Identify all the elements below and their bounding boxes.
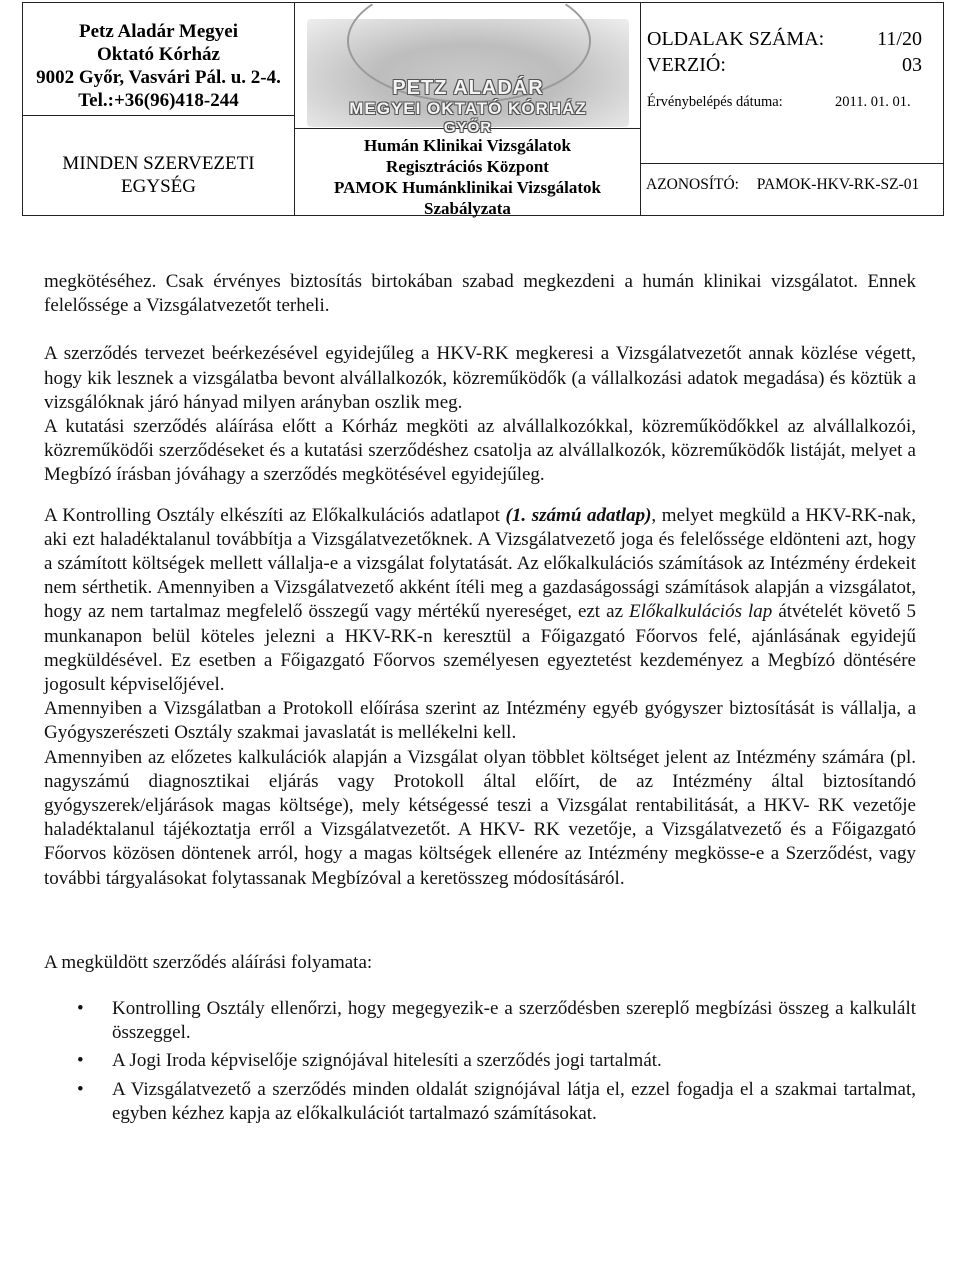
paragraph <box>44 504 916 698</box>
institution-block <box>23 3 294 115</box>
id-label: AZONOSÍTÓ: <box>646 176 739 193</box>
institution-subname: Oktató Kórház <box>97 44 220 65</box>
logo-text-line: MEGYEI OKTATÓ KÓRHÁZ <box>349 99 587 118</box>
list-item <box>44 1049 916 1073</box>
unit-block <box>23 115 294 215</box>
version-value: 03 <box>902 54 922 76</box>
text-run: , melyet megküld a HKV-RK-nak, aki ezt haladéktalanul továbbítja a Vizsgálatvezetőknek. A Vizsgálatvezető joga és felelőssége eldönteni azt, hogy a számított költségek mellett vállalja-e a vizsgálat folytatását. Az előkalkulációs számítások az Intézmény érdekeit nem sérthetik. Amennyiben a Vizsgálatvezető akként ítéli meg a gazdaságossági számítások alapján a vizsgálatot, hogy az nem tartalmaz megfelelő összegű vagy mértékű nyereséget, ezt az <box>44 504 916 623</box>
logo-text-line: PETZ ALADÁR <box>392 77 544 99</box>
paragraph: A szerződés tervezet beérkezésével egyidejűleg a HKV-RK megkeresi a Vizsgálatvezetőt annak közlése végett, hogy kik lesznek a vizsgálatba bevont alvállalkozók, közreműködők (a vállalkozási adatok megadása) és köztük a vizsgálóknak járó hányad milyen arányban oszlik meg. <box>44 343 916 413</box>
list-item-text: Kontrolling Osztály ellenőrzi, hogy megegyezik-e a szerződésben szereplő megbízási összeg a kalkulált összeggel. <box>112 998 916 1044</box>
paragraph: Amennyiben az előzetes kalkulációk alapján a Vizsgálat olyan többlet költséget jelent az Intézmény számára (pl. nagyszámú diagnosztikai eljárás vagy Protokoll által előírt, de az Intézmény által biztosítandó gyógyszerek/eljárások magas költsége), mely kétségessé teszi a Vizsgálat rentabilitását, a HKV- RK vezetője haladéktalanul tájékoztatja erről a Vizsgálatvezetőt. A HKV- RK vezetője, a Vizsgálatvezető és a Főigazgató Főorvos közösen döntenek arról, hogy a magas költségek ellenére az Intézmény megkösse-e a Szerződést, vagy további tárgyalásokat folytassanak Megbízóval a keretösszeg módosításáról. <box>44 746 916 889</box>
document-body <box>44 270 916 1130</box>
institution-name: Petz Aladár Megyei <box>79 21 238 42</box>
title-line: PAMOK Humánklinikai Vizsgálatok <box>333 178 601 197</box>
title-line: Humán Klinikai Vizsgálatok <box>364 136 571 155</box>
effective-date-value: 2011. 01. 01. <box>835 94 911 110</box>
document-id <box>641 163 943 215</box>
bullet-list <box>44 997 916 1126</box>
list-item-text: A Vizsgálatvezető a szerződés minden oldalát szignójával látja el, ezzel fogadja el a szakmai tartalmat, egyben kézhez kapja az előkalkulációt tartalmazó számításokat. <box>112 1078 916 1124</box>
list-item-text: A Jogi Iroda képviselője szignójával hitelesíti a szerződés jogi tartalmát. <box>112 1050 662 1072</box>
hospital-logo <box>307 19 629 136</box>
unit-line: MINDEN SZERVEZETI <box>62 153 255 174</box>
list-item <box>44 1078 916 1126</box>
pages-label: OLDALAK SZÁMA: <box>647 28 825 50</box>
id-value: PAMOK-HKV-RK-SZ-01 <box>756 176 920 193</box>
effective-date-row <box>647 92 943 112</box>
document-title <box>295 128 640 218</box>
document-header <box>22 2 944 216</box>
pages-row <box>647 26 943 52</box>
unit-line: EGYSÉG <box>121 176 196 197</box>
version-label: VERZIÓ: <box>647 54 726 76</box>
effective-date-label: Érvénybelépés dátuma: <box>647 94 783 110</box>
paragraph: Amennyiben a Vizsgálatban a Protokoll előírása szerint az Intézmény egyéb gyógyszer biztosítását is vállalja, a Gyógyszerészeti Osztály szakmai javaslatát is mellékelni kell. <box>44 698 916 744</box>
version-row <box>647 52 943 78</box>
document-meta <box>641 3 943 163</box>
bullet-icon: • <box>77 998 84 1020</box>
pages-value: 11/20 <box>877 28 922 50</box>
paragraph: megkötéséhez. Csak érvényes biztosítás birtokában szabad megkezdeni a humán klinikai vizsgálatot. Ennek felelőssége a Vizsgálatvezetőt terheli. <box>44 271 916 317</box>
title-line: Szabályzata <box>424 199 511 218</box>
form-reference: (1. számú adatlap) <box>505 504 652 526</box>
list-item <box>44 997 916 1045</box>
bullet-icon: • <box>77 1078 84 1100</box>
form-name: Előkalkulációs lap <box>629 601 773 623</box>
institution-phone: Tel.:+36(96)418-244 <box>78 90 239 111</box>
paragraph: A kutatási szerződés aláírása előtt a Kórház megköti az alvállalkozókkal, közreműködőkkel az alvállalkozói, közreműködői szerződéseket és a kutatási szerződéshez csatolja az alvállalkozók, közreműködők listáját, melyet a Megbízó írásban jóváhagy a szerződés megkötésével egyidejűleg. <box>44 416 916 486</box>
list-heading: A megküldött szerződés aláírási folyamata: <box>44 951 373 973</box>
bullet-icon: • <box>77 1050 84 1072</box>
logo-cell <box>295 3 640 136</box>
institution-address: 9002 Győr, Vasvári Pál. u. 2-4. <box>36 67 281 88</box>
text-run: A Kontrolling Osztály elkészíti az Előkalkulációs adatlapot <box>44 504 506 526</box>
title-line: Regisztrációs Központ <box>386 157 549 176</box>
text-run: átvételét követő 5 munkanapon belül köteles jelezni a HKV-RK-n keresztül a Főigazgató Főorvos felé, ajánlásának egyidejű megküldésével. Ez esetben a Főigazgató Főorvos személyesen egyeztetést kezdeményez a Megbízó döntésére jogosult képviselőjével. <box>44 601 916 696</box>
logo-text-line: GYŐR <box>443 119 493 136</box>
